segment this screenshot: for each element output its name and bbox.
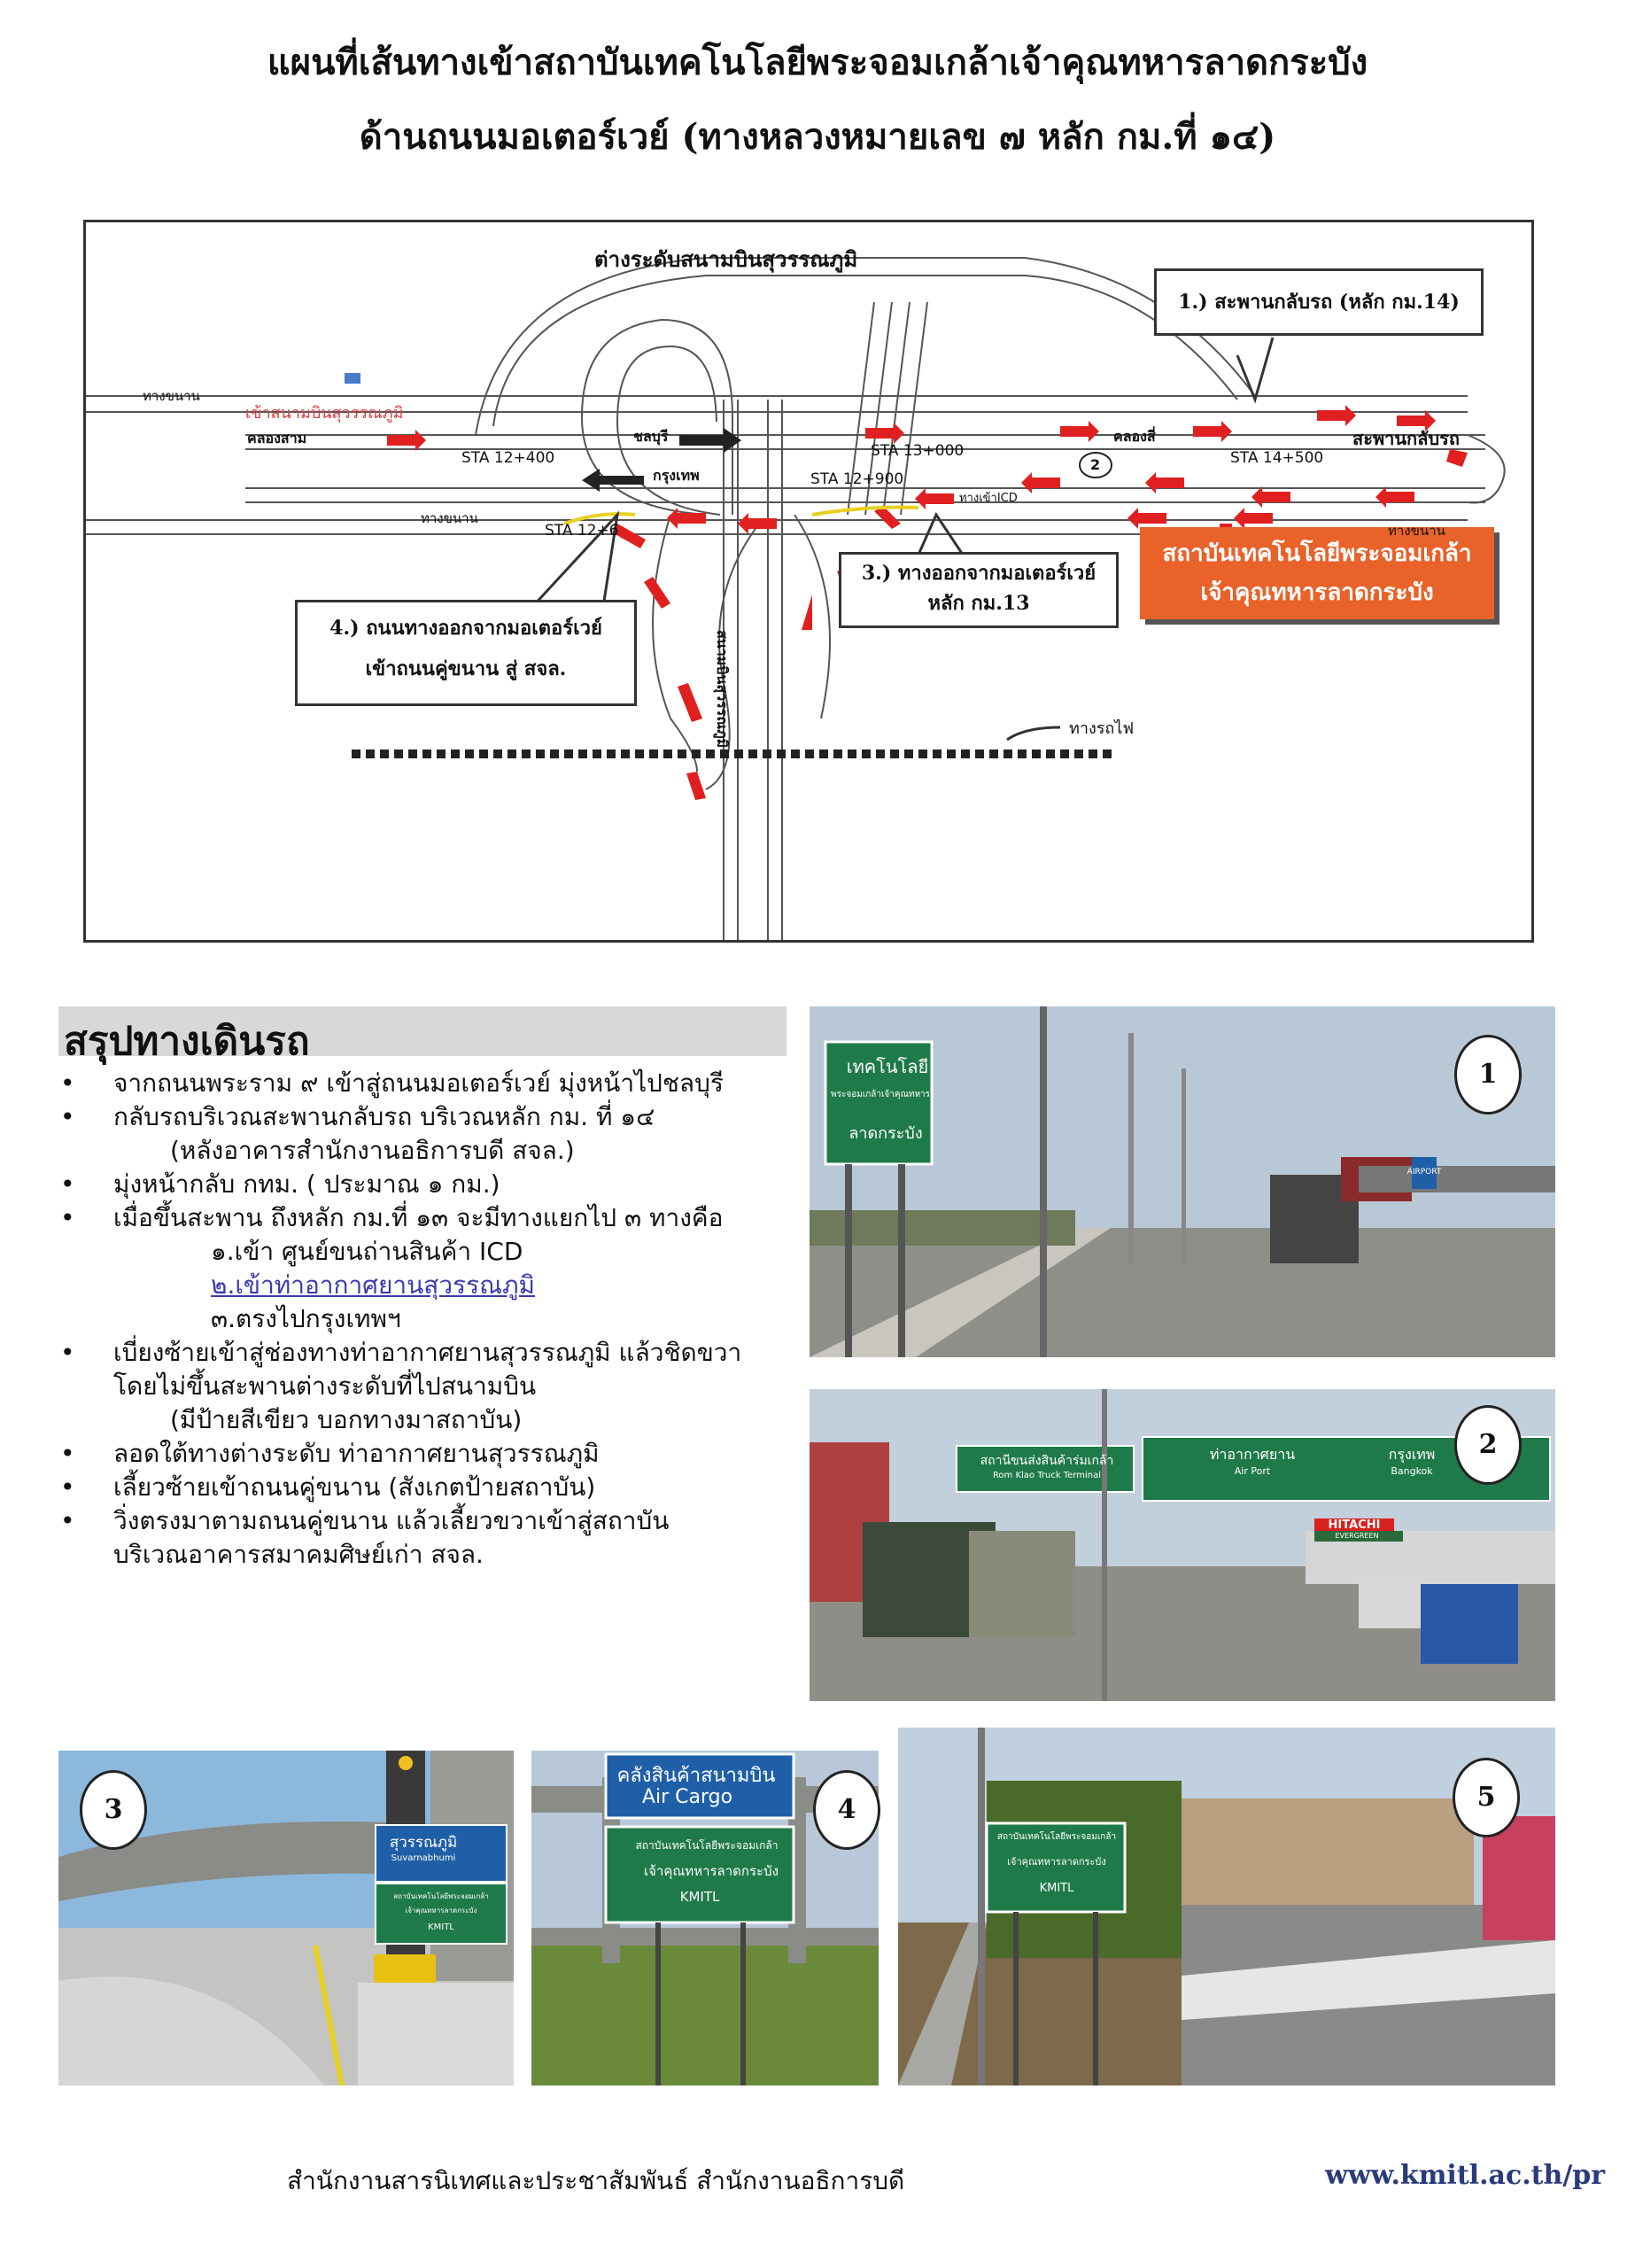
step-text: เมื่อขึ้นสะพาน ถึงหลัก กม.ที่ ๑๓ จะมีทางแยกไป ๓ ทางคือ bbox=[113, 1203, 724, 1232]
callout-frontage-line2: เข้าถนนคู่ขนาน สู่ สจล. bbox=[365, 657, 567, 680]
frontage-road-right-label: ทางขนาน bbox=[1388, 523, 1445, 539]
page-subtitle: ด้านถนนมอเตอร์เวย์ (ทางหลวงหมายเลข ๗ หลัก กม.ที่ ๑๔) bbox=[359, 116, 1276, 158]
step-text-cont: บริเวณอาคารสมาคมศิษย์เก่า สจล. bbox=[113, 1540, 484, 1569]
callout-exit-line2: หลัก กม.13 bbox=[927, 592, 1030, 615]
sta-label-4: STA 14+500 bbox=[1230, 449, 1324, 467]
p3-sign-en: Suvarnabhumi bbox=[391, 1853, 456, 1863]
list-item bbox=[58, 1168, 794, 1201]
railway-label: ทางรถไฟ bbox=[1069, 719, 1135, 738]
step-text: จากถนนพระราม ๙ เข้าสู่ถนนมอเตอร์เวย์ มุ่งหน้าไปชลบุรี bbox=[113, 1068, 724, 1098]
p2-sign-b-en: Air Port bbox=[1234, 1465, 1271, 1477]
p3-sign-inst: สถาบันเทคโนโลยีพระจอมเกล้า bbox=[393, 1892, 489, 1900]
p1-sign-line3: ลาดกระบัง bbox=[848, 1124, 923, 1143]
callout-motorway-exit bbox=[839, 552, 1119, 628]
step-text: มุ่งหน้ากลับ กทม. ( ประมาณ ๑ กม.) bbox=[113, 1169, 500, 1199]
step-subtext-highlight: ๒.เข้าท่าอากาศยานสุวรรณภูมิ bbox=[211, 1270, 536, 1300]
step-text: เบี่ยงซ้ายเข้าสู่ช่องทางท่าอากาศยานสุวรรณภูมิ แล้วชิดขวา bbox=[113, 1338, 742, 1367]
p5-sign-line2: เจ้าคุณทหารลาดกระบัง bbox=[1007, 1856, 1106, 1868]
airport-entry-label: เข้าสนามบินสุวรรณภูมิ bbox=[245, 404, 404, 423]
p4-blue-en: Air Cargo bbox=[641, 1786, 733, 1808]
step-text: วิ่งตรงมาตามถนนคู่ขนาน แล้วเลี้ยวขวาเข้าสู่สถาบัน bbox=[113, 1506, 670, 1535]
frontage-road-bottom-label: ทางขนาน bbox=[421, 510, 478, 526]
list-item bbox=[58, 1437, 794, 1471]
p4-green-line1: สถาบันเทคโนโลยีพระจอมเกล้า bbox=[635, 1839, 779, 1852]
p2-sign-a-en: Rom Klao Truck Terminal bbox=[992, 1471, 1102, 1480]
canal-right-label: คลองสี่ bbox=[1113, 428, 1156, 445]
p4-green-line3: KMITL bbox=[679, 1889, 720, 1905]
canal-left-label: คลองสาม bbox=[247, 430, 307, 447]
photo-5-number-badge: 5 bbox=[1453, 1758, 1520, 1837]
callout-uturn-bridge bbox=[1154, 268, 1484, 336]
list-item bbox=[58, 1067, 794, 1100]
route-steps-list bbox=[58, 1067, 794, 1572]
route-map bbox=[83, 220, 1534, 943]
p4-green-line2: เจ้าคุณทหารลาดกระบัง bbox=[644, 1863, 779, 1879]
photo-2-number-badge: 2 bbox=[1454, 1405, 1522, 1485]
photo-2-highway-signs bbox=[810, 1389, 1555, 1701]
direction-bangkok-label: กรุงเทพ bbox=[653, 467, 700, 484]
p2-sign-a-th: สถานีขนส่งสินค้าร่มเกล้า bbox=[980, 1454, 1114, 1468]
list-item bbox=[58, 1100, 794, 1168]
p4-blue-th: คลังสินค้าสนามบิน bbox=[616, 1765, 776, 1787]
footer-office: สำนักงานสารนิเทศและประชาสัมพันธ์ สำนักงานอธิการบดี bbox=[287, 2166, 905, 2195]
uturn-bridge-label: สะพานกลับรถ bbox=[1352, 428, 1460, 449]
vertical-road-label: สนามบินสุวรรณภูมิ bbox=[714, 630, 731, 749]
photo-4-number-badge: 4 bbox=[813, 1770, 880, 1850]
step-subtext: (มีป้ายสีเขียว บอกทางมาสถาบัน) bbox=[170, 1405, 523, 1434]
p2-sign-c-en: Bangkok bbox=[1391, 1465, 1433, 1477]
footer-url-link[interactable]: www.kmitl.ac.th/pr bbox=[1325, 2160, 1606, 2191]
callout-frontage-line1: 4.) ถนนทางออกจากมอเตอร์เวย์ bbox=[329, 617, 602, 640]
page-title: แผนที่เส้นทางเข้าสถาบันเทคโนโลยีพระจอมเกล้าเจ้าคุณทหารลาดกระบัง bbox=[267, 42, 1368, 83]
interchange-label: ต่างระดับสนามบินสุวรรณภูมิ bbox=[594, 247, 858, 272]
p1-small-sign: AIRPORT bbox=[1406, 1168, 1442, 1177]
list-item bbox=[58, 1201, 794, 1336]
p3-sign-kmitl: KMITL bbox=[428, 1922, 454, 1932]
p2-billboard: HITACHI bbox=[1328, 1518, 1381, 1532]
list-item bbox=[58, 1504, 794, 1572]
direction-chonburi-label: ชลบุรี bbox=[633, 428, 669, 445]
step-text: เลี้ยวซ้ายเข้าถนนคู่ขนาน (สังเกตป้ายสถาบัน) bbox=[113, 1472, 596, 1502]
step-text: ลอดใต้ทางต่างระดับ ท่าอากาศยานสุวรรณภูมิ bbox=[113, 1439, 600, 1468]
callout-uturn-text: 1.) สะพานกลับรถ (หลัก กม.14) bbox=[1178, 291, 1460, 314]
p5-sign-line1: สถาบันเทคโนโลยีพระจอมเกล้า bbox=[996, 1832, 1117, 1842]
institute-line1: สถาบันเทคโนโลยีพระจอมเกล้า bbox=[1162, 540, 1472, 567]
sta-label-5: STA 12+6 bbox=[545, 522, 619, 540]
list-item bbox=[58, 1336, 794, 1437]
map-marker-2: 2 bbox=[1090, 456, 1101, 473]
step-subtext: ๓.ตรงไปกรุงเทพฯ bbox=[211, 1304, 401, 1333]
step-subtext: ๑.เข้า ศูนย์ขนถ่านสินค้า ICD bbox=[211, 1237, 523, 1266]
icd-entry-label: ทางเข้าICD bbox=[959, 492, 1018, 505]
photo-1-number-badge: 1 bbox=[1454, 1035, 1522, 1115]
p3-sign-inst2: เจ้าคุณทหารลาดกระบัง bbox=[405, 1907, 477, 1915]
sta-label-3: STA 13+000 bbox=[871, 442, 965, 460]
sta-label-2: STA 12+900 bbox=[810, 470, 904, 488]
step-text: กลับรถบริเวณสะพานกลับรถ บริเวณหลัก กม. ที่ ๑๔ bbox=[113, 1102, 655, 1131]
step-subtext: (หลังอาคารสำนักงานอธิการบดี สจล.) bbox=[170, 1136, 575, 1165]
sta-label-1: STA 12+400 bbox=[461, 449, 555, 467]
summary-heading: สรุปทางเดินรถ bbox=[64, 1019, 310, 1064]
frontage-road-top-label: ทางขนาน bbox=[143, 388, 200, 404]
p3-sign-th: สุวรรณภูมิ bbox=[389, 1834, 458, 1852]
photo-2-scene bbox=[810, 1389, 1555, 1701]
p2-sign-b-th: ท่าอากาศยาน bbox=[1209, 1446, 1296, 1463]
photo-1-uturn-sign bbox=[810, 1006, 1555, 1357]
p2-billboard-2: EVERGREEN bbox=[1335, 1532, 1379, 1540]
p1-sign-line2: พระจอมเกล้าเจ้าคุณทหาร bbox=[831, 1090, 931, 1099]
step-text-cont: โดยไม่ขึ้นสะพานต่างระดับที่ไปสนามบิน bbox=[113, 1371, 537, 1401]
callout-frontage-road bbox=[295, 600, 637, 706]
institute-line2: เจ้าคุณทหารลาดกระบัง bbox=[1200, 579, 1434, 606]
callout-exit-line1: 3.) ทางออกจากมอเตอร์เวย์ bbox=[861, 562, 1096, 585]
p5-sign-line3: KMITL bbox=[1039, 1882, 1074, 1895]
p2-sign-c-th: กรุงเทพ bbox=[1388, 1446, 1436, 1463]
p1-sign-line1: เทคโนโลยี bbox=[846, 1056, 929, 1077]
photo-3-number-badge: 3 bbox=[80, 1770, 147, 1850]
list-item bbox=[58, 1471, 794, 1504]
